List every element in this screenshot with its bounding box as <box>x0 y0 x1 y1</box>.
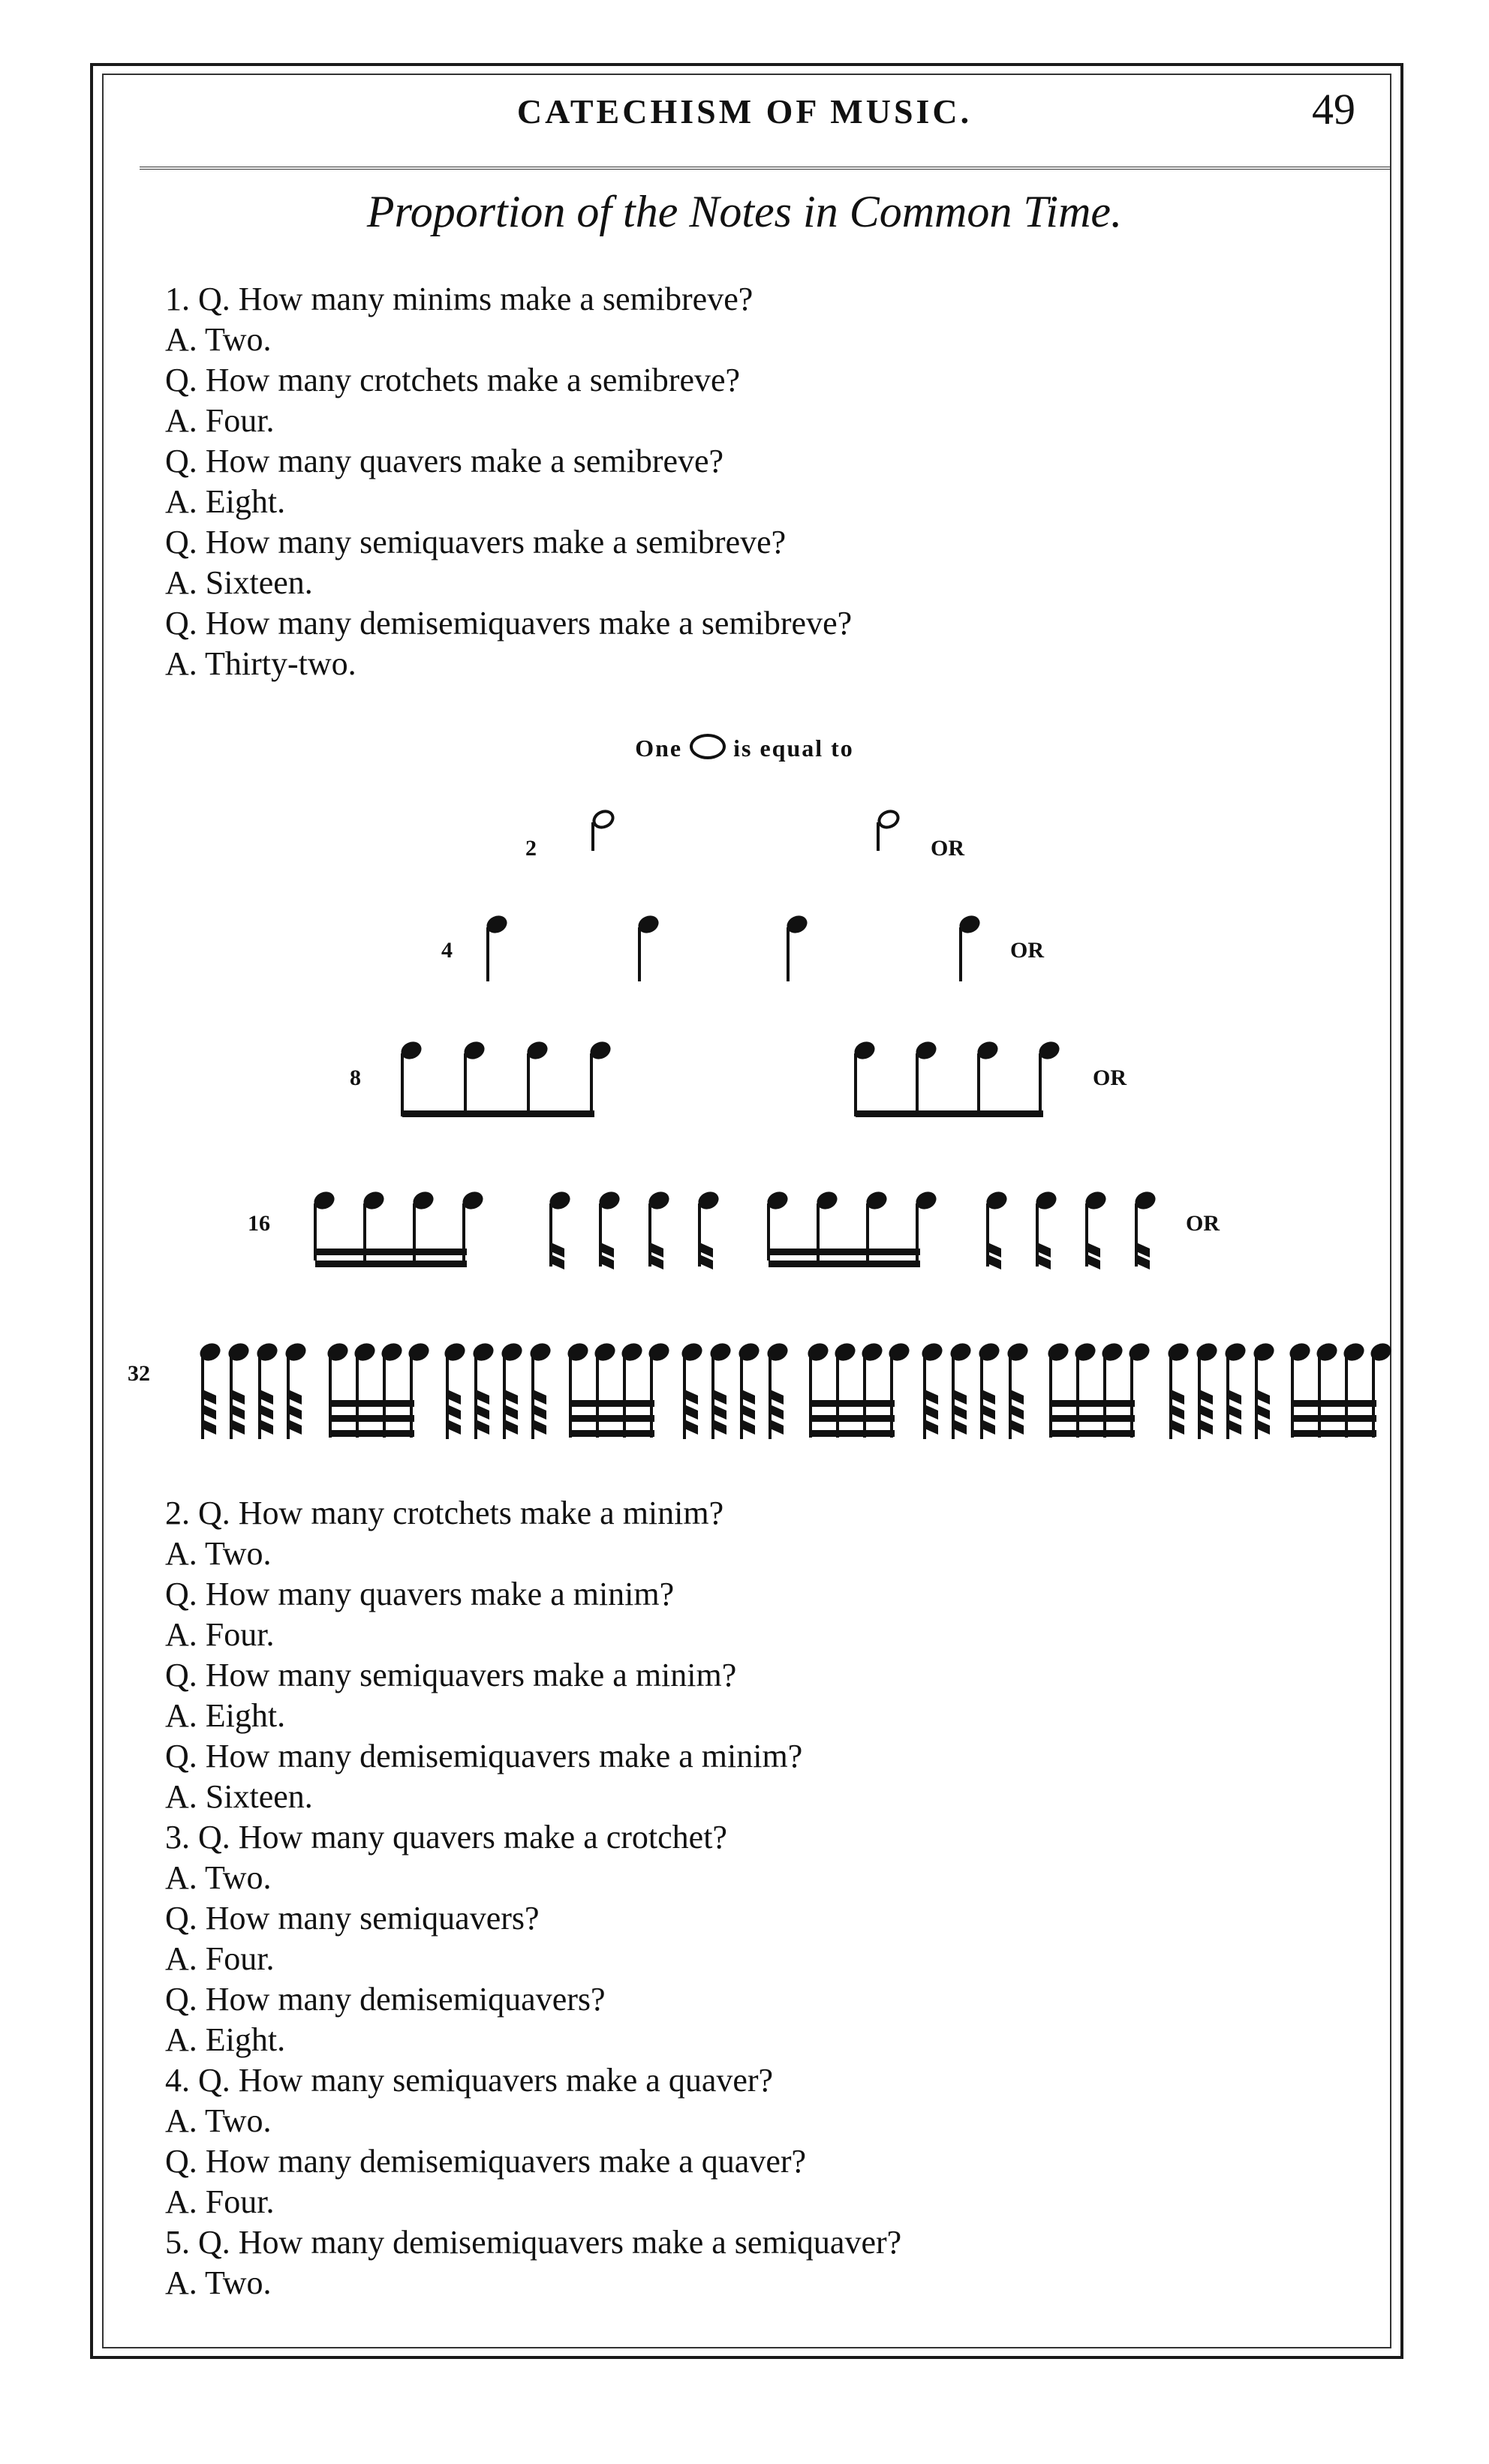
qa-line: A. Thirty-two. <box>165 645 356 682</box>
qa-line: A. Two. <box>165 321 272 358</box>
note-flag <box>925 1420 938 1435</box>
note-flag <box>447 1405 461 1420</box>
qa-line: A. Four. <box>165 2183 275 2220</box>
note-flag <box>231 1405 245 1420</box>
qa-line: A. Two. <box>165 2102 272 2139</box>
note-flag <box>650 1243 663 1258</box>
note-flag <box>476 1420 489 1435</box>
note-flag <box>1199 1420 1213 1435</box>
qa-line: 5. Q. How many demisemiquavers make a semiquaver? <box>165 2224 902 2261</box>
qa-line: Q. How many semiquavers make a semibreve? <box>165 524 787 560</box>
note-flag <box>1256 1420 1270 1435</box>
note-flag <box>504 1420 518 1435</box>
note-beam <box>1051 1415 1135 1422</box>
or-label: OR <box>1010 938 1044 963</box>
note-flag <box>551 1255 564 1270</box>
row-label-2: 2 <box>525 836 537 861</box>
qa-line: 1. Q. How many minims make a semibreve? <box>165 281 754 317</box>
qa-line: 3. Q. How many quavers make a crotchet? <box>165 1819 727 1856</box>
note-flag <box>713 1405 726 1420</box>
note-flag <box>925 1405 938 1420</box>
row-label-4: 4 <box>441 938 453 963</box>
minim-notehead <box>591 808 615 830</box>
note-beam <box>1051 1400 1135 1407</box>
note-flag <box>476 1405 489 1420</box>
note-flag <box>447 1390 461 1405</box>
note-flag <box>770 1405 784 1420</box>
qa-line: Q. How many quavers make a minim? <box>165 1576 675 1612</box>
note-flag <box>600 1243 614 1258</box>
note-flag <box>504 1390 518 1405</box>
note-beam <box>1292 1415 1376 1422</box>
note-flag <box>1087 1255 1100 1270</box>
note-flag <box>1199 1405 1213 1420</box>
note-flag <box>650 1255 663 1270</box>
note-flag <box>1171 1405 1184 1420</box>
note-flag <box>741 1390 755 1405</box>
note-beam <box>769 1249 920 1255</box>
note-flag <box>533 1405 546 1420</box>
note-beam <box>811 1400 895 1407</box>
note-flag <box>447 1420 461 1435</box>
note-flag <box>1171 1390 1184 1405</box>
note-flag <box>1228 1405 1241 1420</box>
note-flag <box>288 1420 302 1435</box>
note-flag <box>741 1405 755 1420</box>
note-flag <box>288 1390 302 1405</box>
note-flag <box>684 1390 698 1405</box>
note-flag <box>684 1405 698 1420</box>
page-number: 49 <box>1312 85 1355 134</box>
note-flag <box>1136 1243 1150 1258</box>
note-beam <box>769 1261 920 1267</box>
note-flag <box>203 1420 216 1435</box>
note-beam <box>402 1110 594 1117</box>
note-beam <box>330 1400 414 1407</box>
qa-line: Q. How many demisemiquavers? <box>165 1981 606 2018</box>
note-flag <box>925 1390 938 1405</box>
minim-notehead <box>877 808 901 830</box>
header-rule <box>140 167 1390 170</box>
note-flag <box>203 1405 216 1420</box>
qa-line: Q. How many quavers make a semibreve? <box>165 443 724 479</box>
note-flag <box>1037 1243 1051 1258</box>
note-flag <box>1136 1255 1150 1270</box>
note-flag <box>600 1255 614 1270</box>
qa-line: A. Eight. <box>165 2021 286 2058</box>
qa-line: 4. Q. How many semiquavers make a quaver? <box>165 2062 774 2099</box>
qa-line: A. Eight. <box>165 1697 286 1734</box>
note-flag <box>699 1255 713 1270</box>
note-flag <box>953 1420 967 1435</box>
qa-line: A. Eight. <box>165 483 286 520</box>
note-beam <box>330 1430 414 1437</box>
qa-line: Q. How many demisemiquavers make a semibreve? <box>165 605 853 642</box>
note-flag <box>551 1243 564 1258</box>
note-flag <box>504 1405 518 1420</box>
note-flag <box>699 1243 713 1258</box>
note-beam <box>811 1415 895 1422</box>
or-label: OR <box>1093 1065 1127 1090</box>
note-flag <box>1087 1243 1100 1258</box>
note-flag <box>713 1390 726 1405</box>
qa-line: A. Two. <box>165 2264 272 2301</box>
note-beam <box>811 1430 895 1437</box>
note-flag <box>1037 1255 1051 1270</box>
qa-line: A. Sixteen. <box>165 1778 313 1815</box>
qa-line: Q. How many crotchets make a semibreve? <box>165 362 741 398</box>
note-flag <box>770 1390 784 1405</box>
caption-after: is equal to <box>733 735 854 762</box>
note-beam <box>570 1415 654 1422</box>
or-label: OR <box>931 836 964 861</box>
note-beam <box>315 1249 467 1255</box>
qa-line: Q. How many semiquavers? <box>165 1900 540 1937</box>
semibreve-icon <box>690 734 726 759</box>
qa-line: 2. Q. How many crotchets make a minim? <box>165 1495 724 1531</box>
note-beam <box>1292 1430 1376 1437</box>
running-title: CATECHISM OF MUSIC. <box>516 92 973 131</box>
qa-line: Q. How many semiquavers make a minim? <box>165 1657 737 1693</box>
note-beam <box>330 1415 414 1422</box>
qa-line: A. Sixteen. <box>165 564 313 601</box>
qa-line: Q. How many demisemiquavers make a minim? <box>165 1738 803 1774</box>
qa-line: A. Four. <box>165 1616 275 1653</box>
qa-first-block <box>165 279 1336 684</box>
note-flag <box>982 1390 995 1405</box>
note-flag <box>982 1420 995 1435</box>
qa-line: A. Two. <box>165 1859 272 1896</box>
note-flag <box>203 1390 216 1405</box>
qa-line: A. Four. <box>165 402 275 439</box>
note-proportion-diagram <box>0 780 1489 1471</box>
note-flag <box>953 1390 967 1405</box>
note-flag <box>476 1390 489 1405</box>
row-label-32: 32 <box>128 1361 150 1386</box>
note-flag <box>953 1405 967 1420</box>
note-flag <box>1199 1390 1213 1405</box>
note-flag <box>1256 1390 1270 1405</box>
note-flag <box>260 1405 273 1420</box>
note-flag <box>533 1390 546 1405</box>
note-flag <box>988 1255 1001 1270</box>
note-beam <box>570 1430 654 1437</box>
note-flag <box>231 1390 245 1405</box>
note-flag <box>533 1420 546 1435</box>
note-beam <box>570 1400 654 1407</box>
qa-second-block <box>165 1493 1336 2303</box>
row-label-16: 16 <box>248 1211 270 1236</box>
note-flag <box>1171 1420 1184 1435</box>
or-label: OR <box>1186 1211 1220 1236</box>
note-beam <box>856 1110 1043 1117</box>
note-flag <box>741 1420 755 1435</box>
note-flag <box>1010 1420 1024 1435</box>
note-flag <box>1228 1390 1241 1405</box>
qa-line: Q. How many demisemiquavers make a quaver? <box>165 2143 807 2180</box>
note-flag <box>1256 1405 1270 1420</box>
note-flag <box>288 1405 302 1420</box>
row-label-8: 8 <box>350 1065 361 1090</box>
note-beam <box>315 1261 467 1267</box>
note-flag <box>1010 1390 1024 1405</box>
note-beam <box>1051 1430 1135 1437</box>
note-flag <box>713 1420 726 1435</box>
note-flag <box>260 1390 273 1405</box>
diagram-caption <box>0 734 1489 762</box>
section-title: Proportion of the Notes in Common Time. <box>366 187 1123 236</box>
note-flag <box>260 1420 273 1435</box>
qa-line: A. Four. <box>165 1940 275 1977</box>
note-flag <box>988 1243 1001 1258</box>
note-flag <box>684 1420 698 1435</box>
caption-before: One <box>635 735 683 762</box>
note-flag <box>231 1420 245 1435</box>
note-flag <box>982 1405 995 1420</box>
note-flag <box>1010 1405 1024 1420</box>
note-flag <box>770 1420 784 1435</box>
note-flag <box>1228 1420 1241 1435</box>
qa-line: A. Two. <box>165 1535 272 1572</box>
note-beam <box>1292 1400 1376 1407</box>
